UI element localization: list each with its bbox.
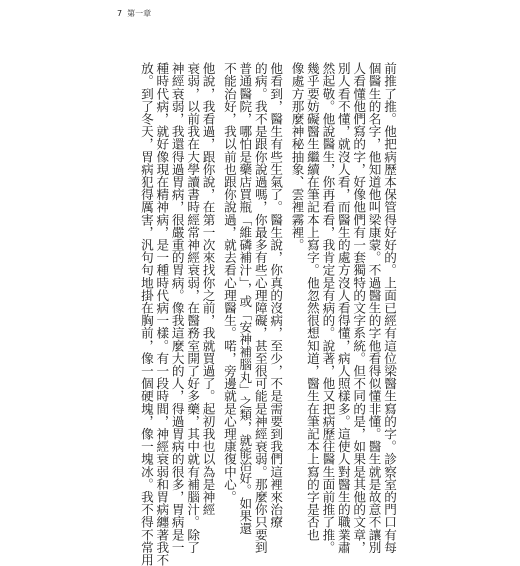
page-number: 7 — [117, 9, 123, 18]
text-column: 不能治好，我以前也跟你說過，就去看心理醫生。喏，旁邊就是心理康復中心。 — [221, 62, 237, 503]
text-column: 神經衰弱，我還得過胃病，很嚴重的胃病。像我這麼大的人，得過胃病的很多，胃病是一 — [169, 62, 185, 554]
text-column: 像處方那麼神秘抽象、雲裡霧裡。 — [289, 62, 305, 251]
text-column: 放。到了冬天，胃病犯得厲害，汎句句地掛在胸前，像一個硬塊，像一塊冰。我不得不常用 — [138, 62, 154, 566]
text-column: 的病。我不是跟你說過嗎，你最多有些心理障礙，甚至很可能是神經衰弱。那麼你只要到 — [252, 62, 268, 554]
running-header — [117, 9, 151, 19]
text-column: 衰弱，以前我在大學讀書時經常神經衰弱，在醫務室開了好多藥，其中就有補腦汁。除了 — [185, 62, 201, 554]
chapter-title: 第一章 — [127, 9, 152, 18]
text-column: 種時代病，就好像現在精神病，是一種時代病一樣。有一段時間，神經衰弱和胃病纏著我不 — [154, 62, 170, 566]
text-column: 幾乎要妨礙醫生繼續在筆記本上寫字。他忽然很想知道，醫生在筆記本上寫的字是否也 — [304, 62, 320, 541]
text-column: 別人看不懂，就沒人看，而醫生的處方沒人看得懂，病人照樣多。這使人對醫生的職業肅 — [335, 62, 351, 554]
text-column: 個醫生的名字，他知道他叫梁康蒙。不過醫生的字他看得似懂非懂。醫生就是故意不讓別 — [366, 62, 382, 554]
paragraph-break — [216, 62, 222, 63]
vertical-text-body — [138, 62, 398, 566]
text-column: 普通醫院，哪怕是藥店買瓶「維磷補汁」，或「安神補腦丸」之類，就能治好。如果還 — [237, 62, 253, 535]
text-column: 他說，我看過，跟你說，在第一次來找你之前，我就買過了。起初我也以為是神經 — [200, 62, 216, 516]
text-column: 他看到，醫生有些生氣了。醫生說，你真的沒病，至少，不是需要到我們這裡來治療 — [268, 62, 284, 529]
text-column: 前推了推。他把病歷本保管得好好的。上面已經有這位梁醫生寫的字。診察室的門口有每 — [382, 62, 397, 554]
text-column: 人看懂他們寫的字，好像他們有一套獨特的文字系統。但不同的是，如果是其他的文章， — [351, 62, 367, 554]
text-column: 然起敬。他說醫生，你再看看，我肯定是有病的。說著，他又把病歷往醫生面前推了推。 — [320, 62, 336, 554]
